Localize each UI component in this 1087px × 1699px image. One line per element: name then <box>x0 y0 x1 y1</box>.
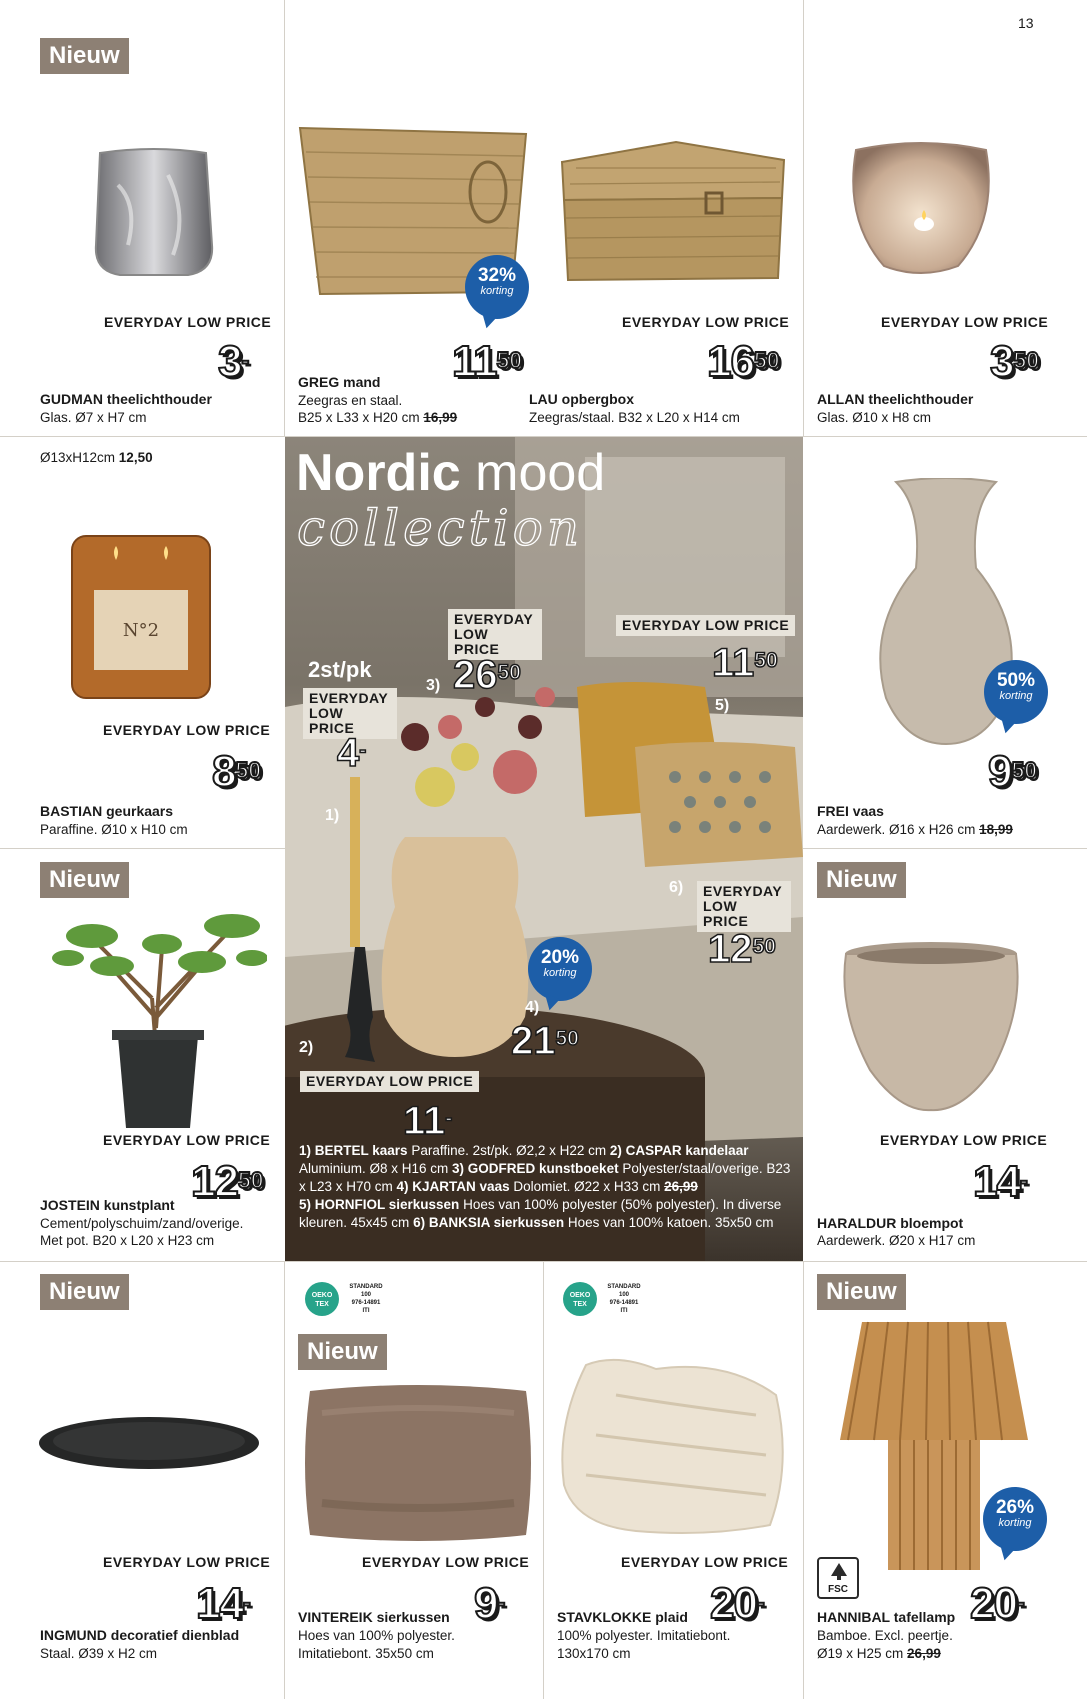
elp-line1: EVERYDAY <box>454 611 534 627</box>
tealight-holder-image <box>88 145 220 280</box>
price-main: 4 <box>337 731 360 775</box>
oeko-standard: STANDARD <box>607 1284 641 1290</box>
serving-tray-image <box>38 1415 260 1471</box>
price-sup: 50 <box>235 757 262 783</box>
price-main: 16 <box>707 337 754 386</box>
price-4 <box>511 1021 579 1061</box>
marker-2: 2) <box>299 1039 314 1056</box>
price-main: 26 <box>453 653 498 697</box>
fsc-logo <box>817 1557 859 1599</box>
badge-korting: korting <box>543 967 577 979</box>
price-main: 11 <box>452 337 497 386</box>
marker-1: 1) <box>325 807 340 824</box>
caption-bold: 3) GODFRED kunstboeket <box>452 1161 619 1176</box>
oeko-tex-logo: OEKO TEX <box>305 1282 339 1316</box>
price <box>973 1157 1028 1206</box>
product-desc: Zeegras en staal. <box>298 393 403 408</box>
cushion-image <box>302 1383 534 1543</box>
discount-badge <box>984 660 1048 724</box>
product-desc: Cement/polyschuim/zand/overige. <box>40 1216 244 1231</box>
elp-line2: LOW PRICE <box>454 626 500 657</box>
elp-label: EVERYDAY LOW PRICE <box>621 1554 789 1570</box>
oeko-code: 976-14891 <box>609 1300 639 1306</box>
discount-badge <box>465 255 529 319</box>
price-2 <box>403 1101 452 1141</box>
elp-pill <box>697 881 791 932</box>
price-1 <box>337 733 366 773</box>
oeko-code: 976-14891 <box>351 1300 381 1306</box>
oeko-tex-text <box>343 1283 389 1315</box>
price-sup: - <box>1016 1589 1025 1615</box>
price <box>218 337 250 386</box>
product-dims: Aardewerk. Ø16 x H26 cm <box>817 822 976 837</box>
price <box>191 1157 264 1206</box>
price-main: 12 <box>708 927 753 971</box>
badge-percent: 32% <box>477 265 517 286</box>
nordic-mood-panel <box>285 437 803 1261</box>
product-desc: Paraffine. Ø10 x H10 cm <box>40 822 188 837</box>
price-main: 14 <box>196 1579 243 1628</box>
product-desc: 130x170 cm <box>557 1646 631 1661</box>
product-name: INGMUND decoratief dienblad <box>40 1627 240 1643</box>
price <box>988 747 1038 796</box>
price-sup: 50 <box>754 649 778 672</box>
product-desc <box>817 1645 941 1662</box>
elp-line1: EVERYDAY <box>703 883 783 899</box>
price-sup: - <box>242 1589 251 1615</box>
caption-bold: 2) CASPAR kandelaar <box>609 1143 749 1158</box>
elp-label: EVERYDAY LOW PRICE <box>104 314 272 330</box>
flower-pot-image <box>840 940 1022 1112</box>
title-light: mood <box>475 444 606 502</box>
price-sup: - <box>497 1589 506 1615</box>
price-sup: 50 <box>1011 757 1038 783</box>
nieuw-badge: Nieuw <box>298 1334 387 1370</box>
price-sup: - <box>756 1589 765 1615</box>
price-main: 12 <box>191 1157 238 1206</box>
product-name: VINTEREIK sierkussen <box>298 1609 450 1625</box>
oeko-tex-text <box>601 1283 647 1315</box>
price-sup: - <box>445 1107 453 1130</box>
marker-6: 6) <box>669 879 684 896</box>
svg-text:N°2: N°2 <box>122 620 160 641</box>
page-number: 13 <box>1018 15 1034 31</box>
badge-percent: 20% <box>540 947 580 968</box>
badge-percent: 50% <box>996 670 1036 691</box>
price-main: 20 <box>970 1579 1017 1628</box>
price-sup: 50 <box>1013 347 1040 373</box>
nieuw-badge: Nieuw <box>40 38 129 74</box>
product-desc: 100% polyester. Imitatiebont. <box>557 1628 731 1643</box>
oeko-inst: ITI <box>362 1308 370 1314</box>
price <box>212 747 262 796</box>
nordic-caption <box>299 1142 799 1232</box>
marker-5: 5) <box>715 697 730 714</box>
oeko-num: 100 <box>360 1292 371 1298</box>
price <box>990 337 1040 386</box>
product-desc <box>817 821 1013 838</box>
marker-3: 3) <box>426 677 441 694</box>
nordic-title <box>296 444 605 502</box>
elp-pill: EVERYDAY LOW PRICE <box>300 1071 479 1092</box>
caption-text: Hoes van 100% katoen. 35x50 cm <box>564 1215 774 1230</box>
price-main: 20 <box>710 1579 757 1628</box>
product-name: LAU opbergbox <box>529 391 634 407</box>
badge-korting: korting <box>480 285 514 297</box>
price <box>707 337 780 386</box>
old-price: 16,99 <box>423 410 458 425</box>
oeko-tex-logo: OEKO TEX <box>563 1282 597 1316</box>
divider <box>803 848 1087 849</box>
caption-bold: 6) BANKSIA sierkussen <box>413 1215 565 1230</box>
fsc-text: FSC <box>828 1584 848 1595</box>
caption-bold: 4) KJARTAN vaas <box>396 1179 510 1194</box>
price-sup: 50 <box>497 661 521 684</box>
oeko-tex-label <box>563 1282 647 1316</box>
scented-candle-image <box>70 532 212 702</box>
divider <box>543 1261 544 1699</box>
price-6 <box>708 929 776 969</box>
divider <box>803 1261 804 1699</box>
nieuw-badge: Nieuw <box>817 1274 906 1310</box>
caption-text: Paraffine. 2st/pk. Ø2,2 x H22 cm <box>407 1143 610 1158</box>
price-main: 3 <box>990 337 1014 386</box>
product-name: STAVKLOKKE plaid <box>557 1609 688 1625</box>
product-name: HANNIBAL tafellamp <box>817 1609 956 1625</box>
elp-label: EVERYDAY LOW PRICE <box>103 1554 271 1570</box>
elp-label: EVERYDAY LOW PRICE <box>622 314 790 330</box>
badge-korting: korting <box>999 690 1033 702</box>
tealight-holder-image <box>846 140 996 280</box>
price-3 <box>453 655 521 695</box>
elp-pill: EVERYDAY LOW PRICE <box>616 615 795 636</box>
price-main: 11 <box>403 1099 446 1143</box>
price-main: 14 <box>973 1157 1020 1206</box>
price-main: 9 <box>988 747 1012 796</box>
caption-text: Aluminium. Ø8 x H16 cm <box>299 1161 453 1176</box>
old-price: 26,99 <box>907 1646 941 1661</box>
nieuw-badge: Nieuw <box>40 1274 129 1310</box>
product-desc: Glas. Ø10 x H8 cm <box>817 410 932 425</box>
nieuw-badge: Nieuw <box>817 862 906 898</box>
nordic-subtitle: collection <box>297 499 584 557</box>
price-sup: - <box>241 347 250 373</box>
product-desc: Glas. Ø7 x H7 cm <box>40 410 147 425</box>
product-name: HARALDUR bloempot <box>817 1215 964 1231</box>
tree-icon <box>830 1562 848 1580</box>
old-price: 26,99 <box>664 1179 698 1194</box>
discount-badge <box>983 1487 1047 1551</box>
size-note <box>40 449 153 466</box>
price-sup: - <box>1019 1167 1028 1193</box>
discount-badge <box>528 937 592 1001</box>
product-desc: Imitatiebont. 35x50 cm <box>298 1646 434 1661</box>
product-name: GUDMAN theelichthouder <box>40 391 212 407</box>
price-5 <box>712 643 778 683</box>
elp-line2: LOW PRICE <box>309 705 355 736</box>
badge-korting: korting <box>998 1517 1032 1529</box>
price-main: 9 <box>474 1579 498 1628</box>
size-note-text: Ø13xH12cm <box>40 450 116 465</box>
caption-bold: 5) HORNFIOL sierkussen <box>299 1197 460 1212</box>
caption-text: Dolomiet. Ø22 x H33 cm <box>509 1179 665 1194</box>
price-sup: 50 <box>496 347 523 373</box>
caption-text: Hoes van 100% polyester (50% polyester). In diverse kleuren. 45x45 cm <box>299 1197 782 1230</box>
price-sup: - <box>359 739 367 762</box>
price-sup: 50 <box>752 935 776 958</box>
oeko-tex-label <box>305 1282 389 1316</box>
product-name: FREI vaas <box>817 803 884 819</box>
product-desc <box>298 409 457 426</box>
elp-line1: EVERYDAY <box>309 690 389 706</box>
nieuw-badge: Nieuw <box>40 862 129 898</box>
caption-text: Polyester/staal/overige. B23 x L23 x H70 cm <box>299 1161 791 1194</box>
product-desc: Met pot. B20 x L20 x H23 cm <box>40 1233 215 1248</box>
marker-4: 4) <box>525 999 540 1016</box>
price <box>710 1579 765 1628</box>
elp-line2: LOW PRICE <box>703 898 749 929</box>
product-name: JOSTEIN kunstplant <box>40 1197 175 1213</box>
size-note-price: 12,50 <box>118 450 153 465</box>
product-name: ALLAN theelichthouder <box>817 391 974 407</box>
price-main: 11 <box>712 641 755 685</box>
oeko-num: 100 <box>618 1292 629 1298</box>
badge-percent: 26% <box>995 1497 1035 1518</box>
product-desc: Staal. Ø39 x H2 cm <box>40 1646 158 1661</box>
storage-box-image <box>556 138 788 284</box>
product-desc: Aardewerk. Ø20 x H17 cm <box>817 1233 976 1248</box>
product-desc: Bamboe. Excl. peertje. <box>817 1628 953 1643</box>
price-main: 8 <box>212 747 236 796</box>
price-main: 21 <box>511 1019 556 1063</box>
product-dims: B25 x L33 x H20 cm <box>298 410 420 425</box>
product-name: BASTIAN geurkaars <box>40 803 174 819</box>
elp-label: EVERYDAY LOW PRICE <box>103 1132 271 1148</box>
price-main: 3 <box>218 337 242 386</box>
product-desc: Hoes van 100% polyester. <box>298 1628 455 1643</box>
divider <box>284 1261 285 1699</box>
product-name: GREG mand <box>298 374 381 390</box>
throw-blanket-image <box>556 1355 790 1535</box>
elp-label: EVERYDAY LOW PRICE <box>362 1554 530 1570</box>
product-desc: Zeegras/staal. B32 x L20 x H14 cm <box>529 410 740 425</box>
price-sup: 50 <box>237 1167 264 1193</box>
price <box>970 1579 1025 1628</box>
elp-label: EVERYDAY LOW PRICE <box>103 722 271 738</box>
living-room-scene <box>285 437 803 1261</box>
divider <box>0 848 285 849</box>
price-sup: 50 <box>753 347 780 373</box>
elp-label: EVERYDAY LOW PRICE <box>881 314 1049 330</box>
caption-bold: 1) BERTEL kaars <box>299 1143 408 1158</box>
price <box>452 337 523 386</box>
product-dims: Ø19 x H25 cm <box>817 1646 904 1661</box>
oeko-standard: STANDARD <box>349 1284 383 1290</box>
price <box>196 1579 251 1628</box>
elp-label: EVERYDAY LOW PRICE <box>880 1132 1048 1148</box>
divider <box>803 0 804 437</box>
price-sup: 50 <box>555 1027 579 1050</box>
set-label: 2st/pk <box>308 657 372 682</box>
old-price: 18,99 <box>979 822 1013 837</box>
divider <box>284 0 285 437</box>
title-bold: Nordic <box>296 444 461 502</box>
price <box>474 1579 506 1628</box>
oeko-inst: ITI <box>620 1308 628 1314</box>
artificial-plant-image <box>52 908 267 1130</box>
